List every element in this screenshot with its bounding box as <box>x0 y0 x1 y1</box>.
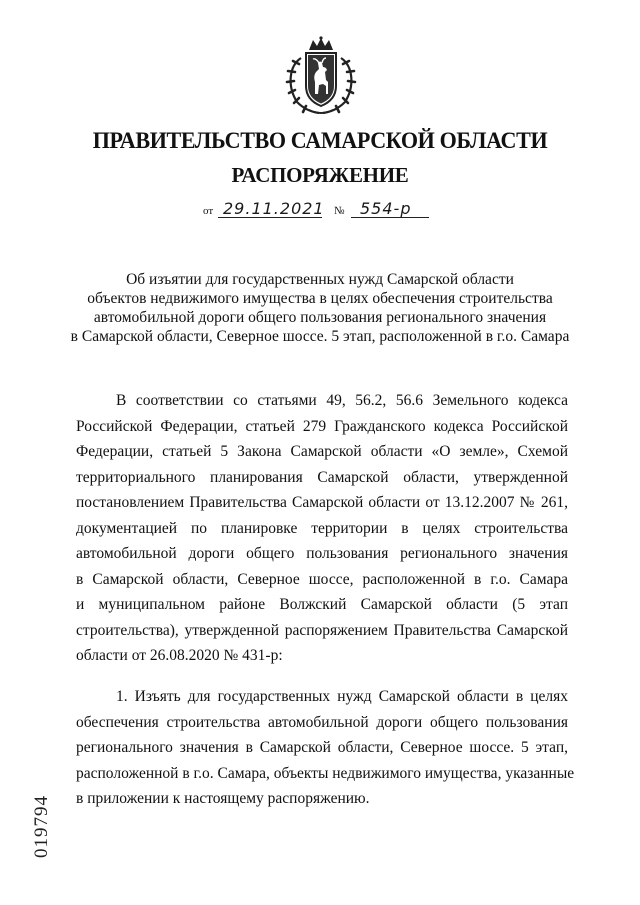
body-line: в приложении к настоящему распоряжению. <box>76 790 370 807</box>
body-line: регионального значения в Самарской области, Северное шоссе. 5 этап, <box>76 739 568 756</box>
body-line: Федерации, статьей 5 Закона Самарской области «О земле», Схемой <box>76 443 568 460</box>
title-line: в Самарской области, Северное шоссе. 5 этап, расположенной в г.о. Самара <box>70 328 570 345</box>
margin-stamp-number: 019794 <box>31 795 52 858</box>
body-line: области от 26.08.2020 № 431-р: <box>76 647 283 664</box>
document-type: РАСПОРЯЖЕНИЕ <box>231 163 409 187</box>
document-title <box>60 270 580 346</box>
title-line: автомобильной дороги общего пользования регионального значения <box>93 309 547 326</box>
number-label: № <box>334 205 345 217</box>
body-line: документацией по планировке территории в целях строительства <box>76 519 568 537</box>
date-value: 29.11.2021 <box>223 199 325 218</box>
body-line: строительства), утвержденной распоряжением Правительства Самарской <box>76 621 568 639</box>
body-line: и муниципальном районе Волжский Самарской области (5 этап <box>76 596 568 613</box>
date-label: от <box>203 205 214 217</box>
body-paragraph-1 <box>76 388 568 669</box>
samara-oblast-coat-of-arms-icon <box>279 36 363 116</box>
title-line: объектов недвижимого имущества в целях обеспечения строительства <box>87 290 553 307</box>
government-title: ПРАВИТЕЛЬСТВО САМАРСКОЙ ОБЛАСТИ <box>92 128 548 153</box>
body-paragraph-2 <box>76 684 575 812</box>
body-line: обеспечения строительства автомобильной дороги общего пользования <box>76 713 568 731</box>
body-line: постановлением Правительства Самарской области от 13.12.2007 № 261, <box>76 494 568 511</box>
number-value: 554-р <box>360 199 412 218</box>
body-line: автомобильной дороги общего пользования регионального значения <box>76 545 568 562</box>
body-line: территориального планирования Самарской области, утвержденной <box>76 468 568 486</box>
body-line: 1. Изъять для государственных нужд Самарской области в целях <box>116 688 568 705</box>
body-line: В соответствии со статьями 49, 56.2, 56.6 Земельного кодекса <box>116 392 568 409</box>
title-line: Об изъятии для государственных нужд Самарской области <box>126 271 514 288</box>
body-line: Российской Федерации, статьей 279 Гражданского кодекса Российской <box>76 417 568 435</box>
body-line: расположенной в г.о. Самара, объекты недвижимого имущества, указанные <box>76 764 575 782</box>
document-date-number <box>203 197 443 221</box>
body-line: в Самарской области, Северное шоссе, расположенной в г.о. Самара <box>76 570 568 588</box>
